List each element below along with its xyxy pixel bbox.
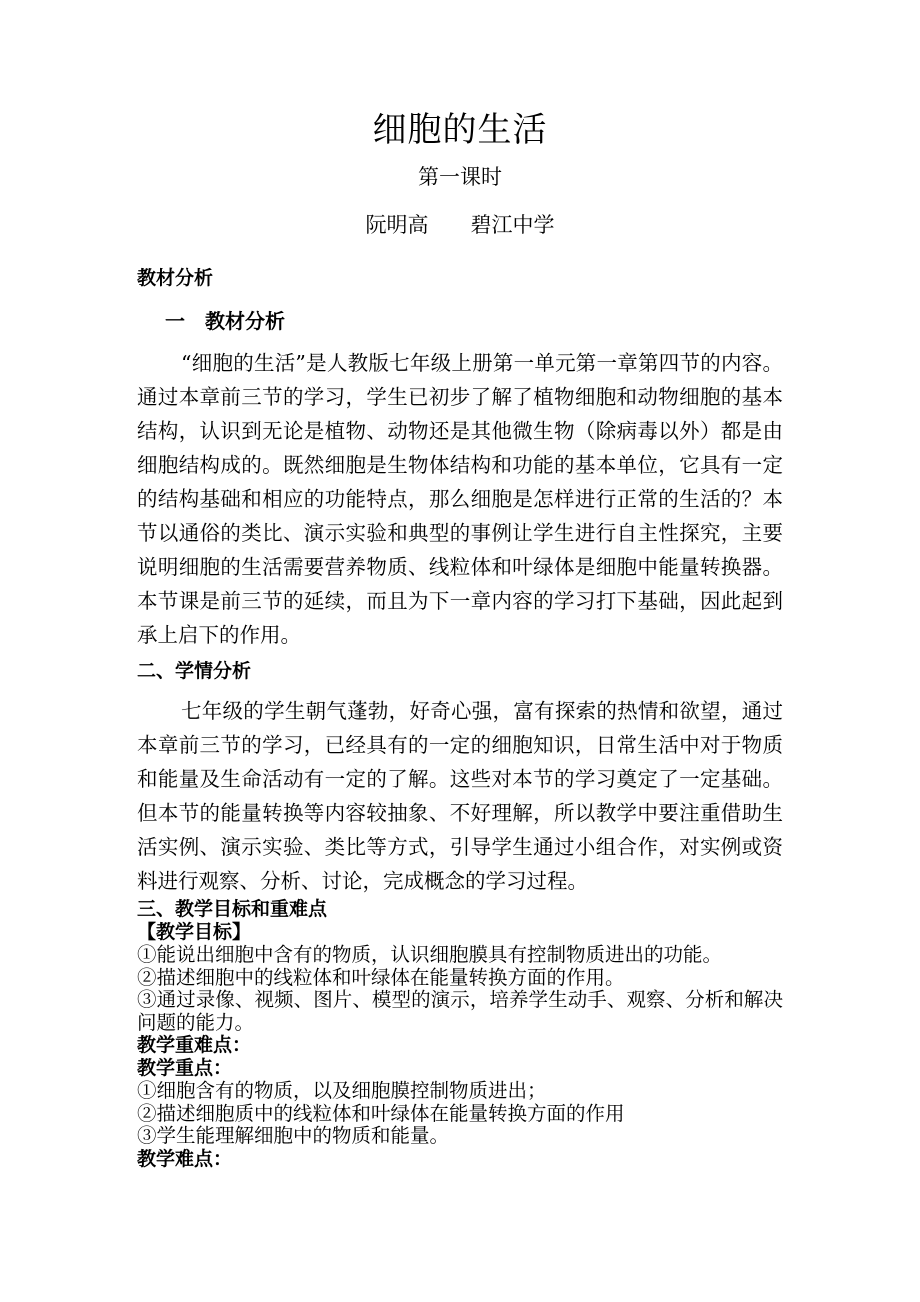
material-analysis-label: 教材分析 xyxy=(137,267,214,289)
page-title: 细胞的生活 xyxy=(372,110,548,150)
objective-item: ②描述细胞中的线粒体和叶绿体在能量转换方面的作用。 xyxy=(137,965,625,989)
key-point-item: ②描述细胞质中的线粒体和叶绿体在能量转换方面的作用 xyxy=(137,1101,625,1125)
objective-item: ①能说出细胞中含有的物质，认识细胞膜具有控制物质进出的功能。 xyxy=(137,943,723,966)
difficult-points-label: 教学难点： xyxy=(137,1147,233,1170)
section-heading-one: 一 教材分析 xyxy=(165,309,285,333)
section-one-paragraph: “细胞的生活”是人教版七年级上册第一单元第一章第四节的内容。通过本章前三节的学习，学生已初步了解了植物细胞和动物细胞的基本结构，认识到无论是植物、动物还是其他微生物（除病毒以外）都是由细胞结构成的。既然细胞是生物体结构和功能的基本单位，它具有一定的结构基础和相应的功能特点，那么细胞是怎样进行正常的生活的？本节以通俗的类比、演示实验和典型的事例让学生进行自主性探究，主要说明细胞的生活需要营养物质、线粒体和叶绿体是细胞中能量转换器。本节课是前三节的延续，而且为下一章内容的学习打下基础，因此起到承上启下的作用。 xyxy=(137,351,783,647)
section-two-paragraph: 七年级的学生朝气蓬勃，好奇心强，富有探索的热情和欲望，通过本章前三节的学习，已经具有的一定的细胞知识，日常生活中对于物质和能量及生命活动有一定的了解。这些对本节的学习奠定了一定基础。但本节的能量转换等内容较抽象、不好理解，所以教学中要注重借助生活实例、演示实验、类比等方式，引导学生通过小组合作，对实例或资料进行观察、分析、讨论，完成概念的学习过程。 xyxy=(137,699,783,893)
key-point-item: ③学生能理解细胞中的物质和能量。 xyxy=(137,1124,450,1147)
key-points-label: 教学重点： xyxy=(137,1057,233,1079)
teaching-objectives-label: 【教学目标】 xyxy=(137,921,252,943)
key-point-item: ①细胞含有的物质，以及细胞膜控制物质进出； xyxy=(137,1079,547,1102)
section-heading-three: 三、教学目标和重难点 xyxy=(137,898,328,920)
lesson-period-subtitle: 第一课时 xyxy=(418,165,502,189)
objective-item: ③通过录像、视频、图片、模型的演示，培养学生动手、观察、分析和解决问题的能力。 xyxy=(137,988,783,1034)
author-byline: 阮明高 碧江中学 xyxy=(365,213,555,237)
section-heading-two: 二、学情分析 xyxy=(137,660,252,682)
section-three-block xyxy=(137,898,783,1171)
key-and-difficult-points-label: 教学重难点： xyxy=(137,1034,252,1056)
document-content xyxy=(137,0,783,1171)
